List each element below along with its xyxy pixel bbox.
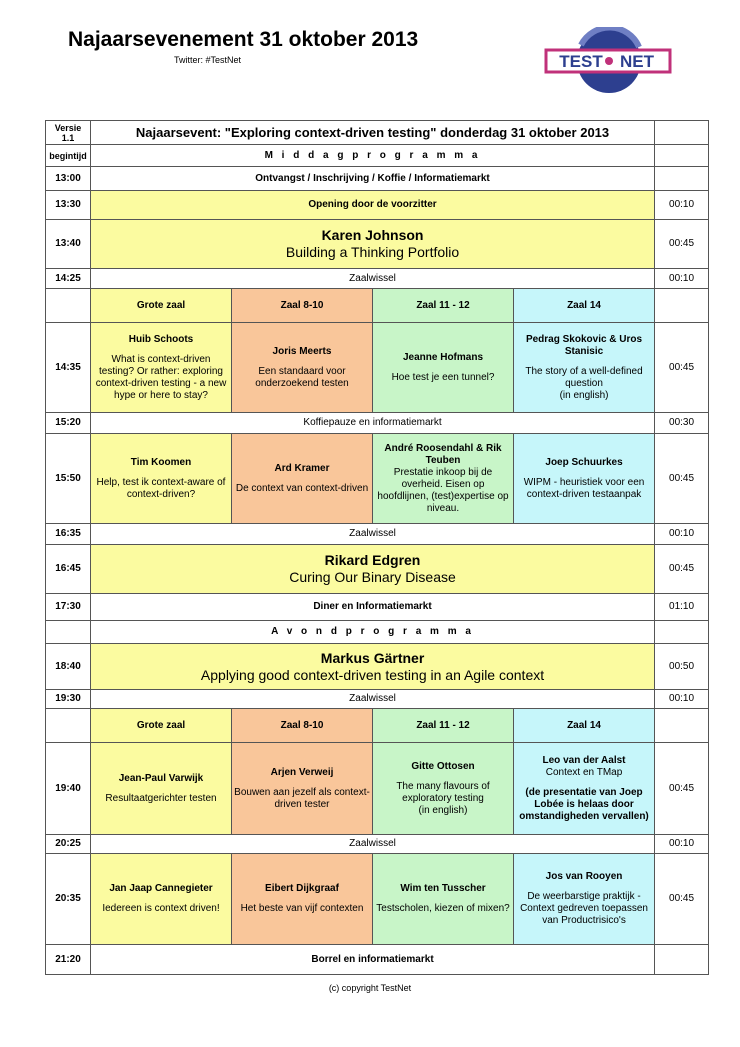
duration-cell: 00:10 bbox=[655, 524, 709, 545]
time-cell: 16:45 bbox=[46, 545, 91, 594]
session-cell bbox=[232, 743, 373, 835]
session-note: (in english) bbox=[418, 804, 468, 816]
schedule-table bbox=[45, 120, 709, 975]
time-cell: 20:35 bbox=[46, 854, 91, 945]
room-label: Grote zaal bbox=[91, 709, 232, 743]
time-cell: 16:35 bbox=[46, 524, 91, 545]
table-row bbox=[46, 835, 709, 854]
session-speaker: Tim Koomen bbox=[130, 456, 192, 468]
table-row bbox=[46, 594, 709, 621]
keynote-cell bbox=[91, 220, 655, 269]
session-talk: Help, test ik context-aware of context-driven? bbox=[96, 476, 226, 500]
plenary-cell: Koffiepauze en informatiemarkt bbox=[91, 413, 655, 434]
duration-cell: 00:45 bbox=[655, 220, 709, 269]
plenary-cell: Zaalwissel bbox=[91, 690, 655, 709]
rooms-header-row bbox=[46, 289, 709, 323]
room-label: Zaal 8-10 bbox=[232, 709, 373, 743]
duration-cell: 00:10 bbox=[655, 191, 709, 220]
duration-cell: 00:45 bbox=[655, 434, 709, 524]
version-label: Versie 1.1 bbox=[46, 121, 91, 145]
session-speaker: Joep Schuurkes bbox=[545, 456, 623, 468]
session-cell bbox=[232, 434, 373, 524]
session-speaker: Pedrag Skokovic & Uros Stanisic bbox=[525, 333, 643, 357]
session-speaker: Leo van der Aalst bbox=[542, 754, 626, 766]
session-cell bbox=[91, 854, 232, 945]
session-talk: Iedereen is context driven! bbox=[102, 903, 220, 914]
time-cell: 15:20 bbox=[46, 413, 91, 434]
session-note: (de presentatie van Joep Lobée is helaas door omstandigheden vervallen) bbox=[519, 786, 649, 822]
table-row bbox=[46, 434, 709, 524]
session-talk: De context van context-driven bbox=[235, 482, 369, 494]
afternoon-label: M i d d a g p r o g r a m m a bbox=[91, 145, 655, 167]
plenary-cell: Zaalwissel bbox=[91, 269, 655, 289]
keynote-talk: Applying good context-driven testing in an Agile context bbox=[200, 666, 545, 683]
session-speaker: Jean-Paul Varwijk bbox=[118, 772, 204, 784]
plenary-cell: Opening door de voorzitter bbox=[91, 191, 655, 220]
keynote-speaker: Rikard Edgren bbox=[324, 552, 421, 568]
session-talk: Resultaatgerichter testen bbox=[105, 792, 217, 804]
event-title: Najaarsevent: "Exploring context-driven testing" donderdag 31 oktober 2013 bbox=[91, 121, 655, 145]
time-cell: 14:35 bbox=[46, 323, 91, 413]
time-cell: 15:50 bbox=[46, 434, 91, 524]
rooms-header-row bbox=[46, 709, 709, 743]
room-label: Grote zaal bbox=[91, 289, 232, 323]
table-row bbox=[46, 644, 709, 690]
table-row bbox=[46, 269, 709, 289]
session-note: (in english) bbox=[559, 389, 609, 401]
table-row bbox=[46, 524, 709, 545]
table-row bbox=[46, 690, 709, 709]
time-cell: 19:40 bbox=[46, 743, 91, 835]
session-cell bbox=[514, 323, 655, 413]
duration-cell: 00:45 bbox=[655, 545, 709, 594]
session-speaker: Ard Kramer bbox=[274, 462, 330, 474]
duration-cell: 00:45 bbox=[655, 854, 709, 945]
table-row bbox=[46, 191, 709, 220]
testnet-logo bbox=[543, 27, 673, 95]
copyright-text: (c) copyright TestNet bbox=[328, 983, 412, 993]
afternoon-row bbox=[46, 145, 709, 167]
svg-text:NET: NET bbox=[620, 52, 654, 71]
evening-row bbox=[46, 621, 709, 644]
start-time-label: begintijd bbox=[46, 145, 91, 167]
room-label: Zaal 14 bbox=[514, 709, 655, 743]
keynote-talk: Building a Thinking Portfolio bbox=[285, 244, 460, 260]
duration-cell: 00:10 bbox=[655, 835, 709, 854]
room-label: Zaal 14 bbox=[514, 289, 655, 323]
session-talk: The many flavours of exploratory testing bbox=[396, 780, 490, 804]
table-row bbox=[46, 220, 709, 269]
time-cell: 13:40 bbox=[46, 220, 91, 269]
session-speaker: Arjen Verweij bbox=[270, 766, 334, 778]
session-talk: Bouwen aan jezelf als context-driven tester bbox=[234, 786, 370, 810]
room-label: Zaal 8-10 bbox=[232, 289, 373, 323]
keynote-talk: Curing Our Binary Disease bbox=[289, 569, 456, 585]
duration-cell: 00:50 bbox=[655, 644, 709, 690]
table-row bbox=[46, 743, 709, 835]
duration-cell: 00:45 bbox=[655, 323, 709, 413]
session-speaker: Huib Schoots bbox=[128, 333, 194, 345]
session-cell bbox=[91, 434, 232, 524]
session-cell bbox=[373, 323, 514, 413]
session-speaker: Jan Jaap Cannegieter bbox=[109, 883, 213, 894]
table-row bbox=[46, 413, 709, 434]
table-row bbox=[46, 167, 709, 191]
session-cell bbox=[514, 854, 655, 945]
svg-text:TEST: TEST bbox=[559, 52, 603, 71]
time-cell: 21:20 bbox=[46, 945, 91, 975]
session-speaker: Jos van Rooyen bbox=[545, 871, 623, 882]
session-speaker: Gitte Ottosen bbox=[411, 760, 475, 772]
page-title: Najaarsevenement 31 oktober 2013 bbox=[68, 28, 419, 51]
session-cell bbox=[514, 743, 655, 835]
session-talk: Prestatie inkoop bij de overheid. Eisen op hoofdlijnen, (test)expertise op niveau. bbox=[377, 466, 509, 514]
session-cell bbox=[91, 743, 232, 835]
session-cell bbox=[232, 323, 373, 413]
table-row bbox=[46, 854, 709, 945]
session-talk: WIPM - heuristiek voor een context-driven testaanpak bbox=[523, 476, 645, 500]
evening-label: A v o n d p r o g r a m m a bbox=[91, 621, 655, 644]
time-cell: 20:25 bbox=[46, 835, 91, 854]
time-cell: 13:30 bbox=[46, 191, 91, 220]
table-header-row bbox=[46, 121, 709, 145]
session-talk: De weerbarstige praktijk - Context gedreven toepassen van Productrisico's bbox=[520, 891, 648, 926]
session-cell bbox=[232, 854, 373, 945]
session-talk: Testscholen, kiezen of mixen? bbox=[376, 903, 510, 914]
session-talk: Een standaard voor onderzoekend testen bbox=[255, 365, 349, 389]
keynote-speaker: Karen Johnson bbox=[321, 227, 424, 243]
plenary-cell: Diner en Informatiemarkt bbox=[91, 594, 655, 621]
session-talk: Context en TMap bbox=[545, 766, 623, 778]
duration-cell: 00:45 bbox=[655, 743, 709, 835]
session-speaker: André Roosendahl & Rik Teuben bbox=[384, 442, 502, 466]
duration-cell: 00:30 bbox=[655, 413, 709, 434]
time-cell: 19:30 bbox=[46, 690, 91, 709]
time-cell: 17:30 bbox=[46, 594, 91, 621]
table-row bbox=[46, 945, 709, 975]
session-speaker: Wim ten Tusscher bbox=[400, 883, 486, 894]
time-cell: 18:40 bbox=[46, 644, 91, 690]
keynote-cell bbox=[91, 545, 655, 594]
twitter-handle: Twitter: #TestNet bbox=[174, 55, 242, 65]
session-talk: Het beste van vijf contexten bbox=[240, 903, 364, 914]
duration-cell: 00:10 bbox=[655, 269, 709, 289]
session-talk: The story of a well-defined question bbox=[525, 365, 643, 389]
time-cell: 14:25 bbox=[46, 269, 91, 289]
plenary-cell: Zaalwissel bbox=[91, 524, 655, 545]
session-cell bbox=[91, 323, 232, 413]
plenary-cell: Zaalwissel bbox=[91, 835, 655, 854]
keynote-speaker: Markus Gärtner bbox=[320, 649, 425, 666]
duration-cell: 01:10 bbox=[655, 594, 709, 621]
session-speaker: Jeanne Hofmans bbox=[402, 351, 484, 363]
session-speaker: Eibert Dijkgraaf bbox=[265, 883, 339, 894]
session-cell bbox=[373, 434, 514, 524]
duration-cell: 00:10 bbox=[655, 690, 709, 709]
room-label: Zaal 11 - 12 bbox=[373, 289, 514, 323]
time-cell: 13:00 bbox=[46, 167, 91, 191]
plenary-cell: Ontvangst / Inschrijving / Koffie / Informatiemarkt bbox=[91, 167, 655, 191]
table-row bbox=[46, 545, 709, 594]
session-speaker: Joris Meerts bbox=[272, 345, 332, 357]
session-talk: Hoe test je een tunnel? bbox=[391, 371, 495, 383]
session-cell bbox=[373, 854, 514, 945]
keynote-cell bbox=[91, 644, 655, 690]
plenary-cell: Borrel en informatiemarkt bbox=[91, 945, 655, 975]
room-label: Zaal 11 - 12 bbox=[373, 709, 514, 743]
session-cell bbox=[373, 743, 514, 835]
session-talk: What is context-driven testing? Or rather: exploring context-driven testing - a new hype or here to stay? bbox=[95, 353, 227, 401]
session-cell bbox=[514, 434, 655, 524]
table-row bbox=[46, 323, 709, 413]
